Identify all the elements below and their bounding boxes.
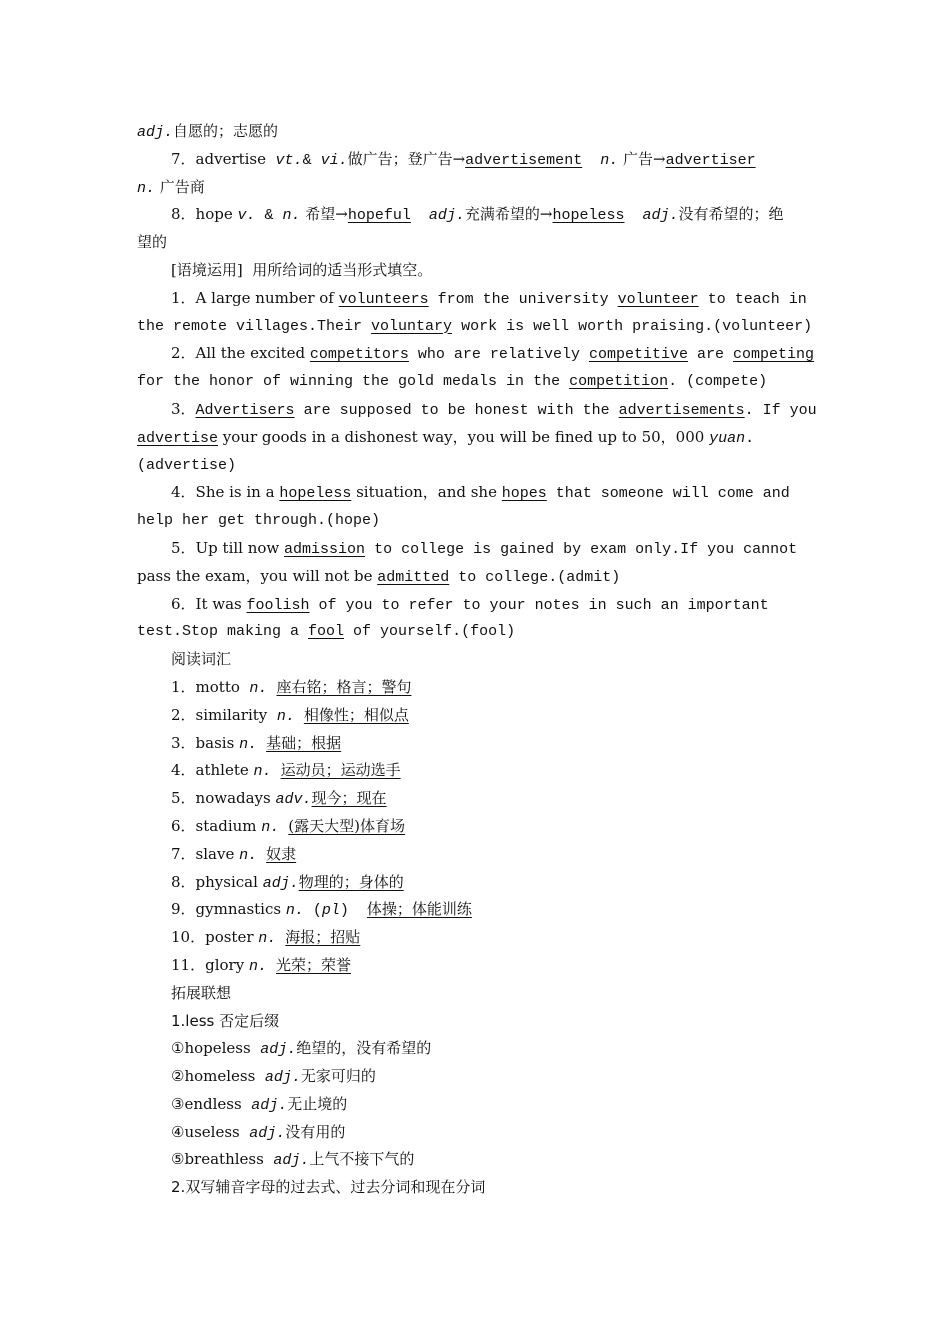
subsection-heading	[137, 1174, 805, 1202]
text-run: 1.less	[171, 1011, 215, 1030]
part-of-speech: n.	[282, 207, 301, 225]
text-run: are	[687, 346, 733, 364]
answer-text: hopeless	[552, 207, 625, 225]
text-run: 6．It was	[171, 594, 247, 613]
text-run: 4．athlete	[171, 761, 254, 780]
part-of-speech: adj.	[273, 1152, 310, 1170]
text-run: pass the exam，you will not be	[137, 566, 378, 585]
text-run: 上气不接下气的	[309, 1150, 415, 1169]
list-item	[137, 1146, 805, 1174]
part-of-speech: adj.	[251, 1096, 288, 1114]
answer-text: 座右铭；格言；警句	[276, 677, 412, 696]
part-of-speech: vt.	[275, 151, 303, 169]
part-of-speech: n.	[249, 679, 268, 697]
answer-text: 奴隶	[266, 844, 297, 863]
text-run: . (compete)	[668, 373, 768, 391]
answer-text: advertise	[137, 429, 219, 447]
exercise-line	[137, 535, 805, 563]
text-run: 无止境的	[287, 1094, 348, 1113]
part-of-speech: adv.	[275, 791, 312, 809]
part-of-speech: adj.	[642, 207, 679, 225]
text-run	[272, 763, 281, 780]
text-run: &	[255, 207, 283, 225]
answer-text: 光荣；荣誉	[275, 955, 351, 974]
section-heading	[137, 980, 805, 1008]
part-of-speech: pl	[321, 902, 340, 920]
answer-text: fool	[308, 623, 345, 641]
vocab-item	[137, 952, 805, 980]
text-run: of you to refer to your notes in such an important	[309, 596, 769, 614]
text-line	[137, 146, 805, 174]
text-run: work is well worth praising.(volunteer)	[452, 317, 813, 335]
exercise-line	[137, 591, 805, 619]
answer-text: competing	[733, 346, 815, 364]
part-of-speech: n.	[261, 818, 280, 836]
answer-text: hopeless	[279, 485, 352, 503]
text-run: 广告商	[155, 177, 205, 196]
text-run: ③endless	[171, 1094, 252, 1113]
text-run: 8．hope	[171, 205, 238, 224]
part-of-speech: adj.	[260, 1041, 297, 1059]
part-of-speech: n.	[253, 763, 272, 781]
text-run: 广告→	[618, 149, 666, 168]
text-run: 无家可归的	[300, 1067, 376, 1086]
text-run: 1．A large number of	[171, 288, 339, 307]
text-line	[137, 201, 805, 229]
vocab-item	[137, 869, 805, 897]
text-run: 7．advertise	[171, 149, 276, 168]
document-page	[137, 118, 817, 1202]
part-of-speech: adj.	[249, 1124, 286, 1142]
answer-text: competitive	[588, 346, 688, 364]
section-heading	[137, 257, 805, 285]
text-run: 望的	[137, 233, 168, 252]
vocab-item	[137, 785, 805, 813]
text-run: 否定后缀	[214, 1011, 280, 1030]
answer-text: 运动员；运动选手	[280, 761, 401, 780]
exercise-line	[137, 479, 805, 507]
text-run: 6．stadium	[171, 816, 262, 835]
text-run: 3．basis	[171, 733, 240, 752]
text-run: ①hopeless	[171, 1039, 261, 1058]
text-run	[257, 847, 266, 864]
text-run: 8．physical	[171, 872, 263, 891]
list-item	[137, 1119, 805, 1147]
text-run: are supposed to be honest with the	[294, 401, 619, 419]
text-run: to college is gained by exam only.If you cannot	[365, 540, 798, 558]
text-run: your goods in a dishonest way，you will be fined up to 50，000	[218, 427, 710, 446]
part-of-speech: vi.	[320, 151, 348, 169]
part-of-speech: adj.	[428, 207, 465, 225]
answer-text: Advertisers	[195, 401, 295, 419]
exercise-line	[137, 313, 813, 341]
text-run: ②homeless	[171, 1067, 265, 1086]
text-run: 没有希望的；绝	[678, 205, 784, 224]
text-run: 充满希望的→	[464, 205, 553, 224]
exercise-line	[137, 452, 805, 480]
vocab-item	[137, 841, 805, 869]
answer-text: hopes	[501, 485, 547, 503]
text-run: 没有用的	[285, 1122, 346, 1141]
part-of-speech: yuan	[709, 429, 746, 447]
text-run: to college.(admit)	[449, 568, 621, 586]
text-run: the remote villages.Their	[137, 317, 372, 335]
text-run: that someone will come and	[546, 485, 790, 503]
answer-text: competition	[569, 373, 669, 391]
text-run	[257, 736, 266, 753]
list-item	[137, 1091, 805, 1119]
text-run: 11．glory	[171, 955, 249, 974]
text-run: 1．motto	[171, 677, 250, 696]
text-run: (	[303, 902, 322, 920]
text-run: .	[745, 429, 755, 447]
vocab-item	[137, 813, 805, 841]
text-run: help her get through.(hope)	[137, 512, 381, 530]
answer-text: hopeful	[347, 207, 411, 225]
exercise-line	[137, 507, 805, 535]
exercise-line	[137, 368, 805, 396]
exercise-line	[137, 285, 805, 313]
part-of-speech: n.	[137, 179, 156, 197]
part-of-speech: n.	[276, 707, 295, 725]
section-heading	[137, 646, 805, 674]
exercise-line	[137, 618, 805, 646]
text-run: who are relatively	[408, 346, 589, 364]
exercise-line	[137, 563, 805, 591]
text-run: 拓展联想	[171, 983, 232, 1002]
text-run: 3．	[171, 399, 196, 418]
answer-text: advertisements	[618, 401, 745, 419]
part-of-speech: n.	[239, 735, 258, 753]
text-line	[137, 118, 805, 146]
text-line	[137, 229, 805, 257]
vocab-item	[137, 730, 805, 758]
answer-text: (露天大型)体育场	[288, 816, 406, 835]
answer-text: 现今；现在	[311, 789, 387, 808]
text-run: (advertise)	[137, 456, 237, 474]
text-run: test.Stop making a	[137, 623, 309, 641]
answer-text: 体操；体能训练	[366, 900, 472, 919]
text-run	[276, 930, 285, 947]
answer-text: voluntary	[371, 317, 453, 335]
text-run: 2．All the excited	[171, 344, 310, 363]
list-item	[137, 1035, 805, 1063]
vocab-item	[137, 702, 805, 730]
answer-text: admission	[284, 540, 366, 558]
answer-text: 基础；根据	[266, 733, 342, 752]
text-run: 2．similarity	[171, 705, 277, 724]
answer-text: 相像性；相似点	[303, 705, 409, 724]
text-run: 自愿的；志愿的	[173, 122, 279, 140]
text-line	[137, 174, 805, 202]
vocab-item	[137, 757, 805, 785]
text-run: 5．nowadays	[171, 789, 276, 808]
text-run: 10．poster	[171, 928, 259, 947]
text-run: for the honor of winning the gold medals in the	[137, 373, 570, 391]
part-of-speech: n.	[600, 151, 619, 169]
text-run: situation，and she	[351, 483, 502, 502]
answer-text: volunteers	[338, 290, 429, 308]
text-run: 绝望的，没有希望的	[296, 1039, 432, 1058]
text-run	[279, 819, 288, 836]
part-of-speech: n.	[258, 930, 277, 948]
exercise-line	[137, 396, 817, 424]
text-run: ⑤breathless	[171, 1150, 274, 1169]
answer-text: advertiser	[665, 151, 756, 169]
part-of-speech: n.	[239, 846, 258, 864]
text-run	[267, 958, 276, 975]
text-run: 9．gymnastics	[171, 900, 286, 919]
text-run: . If you	[744, 401, 817, 419]
part-of-speech: n.	[248, 957, 267, 975]
text-run: 希望→	[300, 205, 348, 224]
answer-text: 物理的；身体的	[298, 872, 404, 891]
text-run: of yourself.(fool)	[344, 623, 516, 641]
text-run: 阅读词汇	[171, 650, 232, 669]
text-run	[411, 207, 429, 224]
part-of-speech: adj.	[137, 124, 174, 141]
answer-text: volunteer	[617, 290, 699, 308]
answer-text: advertisement	[465, 151, 583, 169]
part-of-speech: adj.	[264, 1069, 301, 1087]
subsection-heading	[137, 1008, 805, 1036]
text-run	[295, 708, 304, 725]
text-run: 4．She is in a	[171, 483, 280, 502]
answer-text: competitors	[309, 346, 409, 364]
vocab-item	[137, 896, 805, 924]
answer-text: foolish	[246, 596, 310, 614]
text-run: )	[339, 902, 367, 920]
text-run: [语境运用] 用所给词的适当形式填空。	[171, 260, 433, 279]
vocab-item	[137, 674, 805, 702]
text-run: 5．Up till now	[171, 538, 285, 557]
text-run: &	[302, 151, 321, 169]
exercise-line	[137, 340, 815, 368]
text-run	[582, 152, 600, 169]
part-of-speech: n.	[285, 902, 304, 920]
text-run: 双写辅音字母的过去式、过去分词和现在分词	[185, 1178, 486, 1197]
text-run: 2.	[171, 1178, 186, 1197]
text-run: from the university	[428, 290, 618, 308]
part-of-speech: adj.	[262, 874, 299, 892]
part-of-speech: v.	[237, 207, 256, 225]
text-run: 7．slave	[171, 844, 240, 863]
answer-text: 海报；招贴	[285, 928, 361, 947]
text-run: 做广告；登广告→	[347, 149, 466, 168]
vocab-item	[137, 924, 805, 952]
exercise-line	[137, 424, 805, 452]
list-item	[137, 1063, 805, 1091]
text-run: to teach in	[698, 290, 807, 308]
answer-text: admitted	[377, 568, 450, 586]
text-run: ④useless	[171, 1122, 250, 1141]
text-run	[625, 207, 643, 224]
